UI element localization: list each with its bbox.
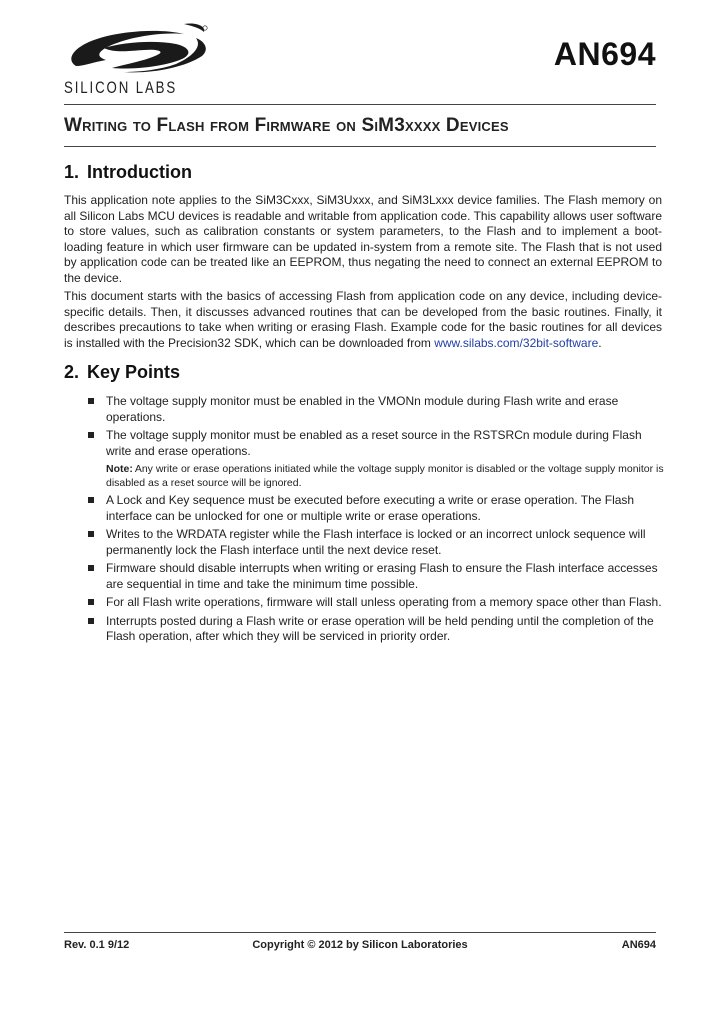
silicon-labs-logo-icon	[64, 20, 214, 80]
list-item-text: For all Flash write operations, firmware will stall unless operating from a memory space other than Flash.	[106, 595, 662, 609]
list-item-text: Writes to the WRDATA register while the Flash interface is locked or an incorrect unlock sequence will permanently lock the Flash interface until the next device reset.	[106, 527, 646, 557]
list-item	[88, 527, 666, 558]
company-wordmark: SILICON LABS	[64, 78, 178, 97]
footer-document-id: AN694	[621, 939, 656, 951]
section-heading-key-points	[64, 362, 180, 383]
list-item	[88, 394, 666, 425]
intro-paragraph-2	[64, 289, 662, 351]
list-item-text: Interrupts posted during a Flash write or erase operation will be held pending until the completion of the Flash operation, after which they will be serviced in priority order.	[106, 613, 654, 643]
key-points-list	[88, 394, 666, 648]
document-title: Writing to Flash from Firmware on SiM3xxxx Devices	[64, 115, 509, 136]
section-heading-introduction	[64, 162, 192, 183]
title-divider	[64, 146, 656, 147]
bullet-square-icon	[88, 432, 94, 438]
list-item-text: A Lock and Key sequence must be executed before executing a write or erase operation. The Flash interface can be unlocked for one or multiple write or erase operations.	[106, 493, 635, 523]
bullet-square-icon	[88, 398, 94, 404]
document-id: AN694	[553, 36, 656, 72]
section-title: Key Points	[87, 362, 181, 382]
bullet-square-icon	[88, 531, 94, 537]
list-item	[88, 493, 666, 524]
company-logo	[64, 20, 214, 100]
list-item	[88, 595, 666, 611]
note	[88, 462, 666, 490]
section-number: 1.	[64, 162, 80, 182]
list-item-text: The voltage supply monitor must be enabled as a reset source in the RSTSRCn module during Flash write and erase operations.	[106, 428, 642, 458]
note-text: Any write or erase operations initiated while the voltage supply monitor is disabled or the voltage supply monitor is disabled as a reset source will be ignored.	[106, 463, 664, 489]
list-item	[88, 561, 666, 592]
footer-copyright: Copyright © 2012 by Silicon Laboratories	[252, 939, 468, 951]
bullet-square-icon	[88, 599, 94, 605]
header-divider	[64, 104, 656, 105]
bullet-square-icon	[88, 497, 94, 503]
bullet-square-icon	[88, 618, 94, 624]
footer-divider	[64, 932, 656, 933]
link-suffix: .	[598, 335, 602, 350]
section-number: 2.	[64, 362, 80, 382]
intro-paragraph-2-text: This document starts with the basics of accessing Flash from application code on any device, including device-specific details. Then, it discusses advanced routines that can be developed from the basic routines. Finally, it describes precautions to take when writing or erasing Flash. Example code for the basic routines for all devices is installed with the Precision32 SDK, which can be downloaded from	[64, 289, 662, 350]
intro-paragraph-1: This application note applies to the SiM3Cxxx, SiM3Uxxx, and SiM3Lxxx device families. The Flash memory on all Silicon Labs MCU devices is readable and writable from application code. This capability allows user software to store values, such as calibration constants or system parameters, to the Flash and to implement a boot-loading feature in which user firmware can be updated in-system from a remote site. The Flash that is not used by application code can be treated like an EEPROM, thus negating the need to connect an external EEPROM to the device.	[64, 193, 662, 285]
note-label: Note:	[106, 463, 133, 475]
list-item	[88, 614, 666, 645]
section-title: Introduction	[87, 162, 192, 182]
bullet-square-icon	[88, 565, 94, 571]
list-item-text: The voltage supply monitor must be enabled in the VMONn module during Flash write and erase operations.	[106, 394, 619, 424]
list-item-text: Firmware should disable interrupts when writing or erasing Flash to ensure the Flash interface accesses are sequential in time and take the minimum time possible.	[106, 561, 658, 591]
footer-revision: Rev. 0.1 9/12	[64, 939, 130, 951]
list-item	[88, 428, 666, 459]
sdk-download-link[interactable]: www.silabs.com/32bit-software	[434, 335, 599, 350]
